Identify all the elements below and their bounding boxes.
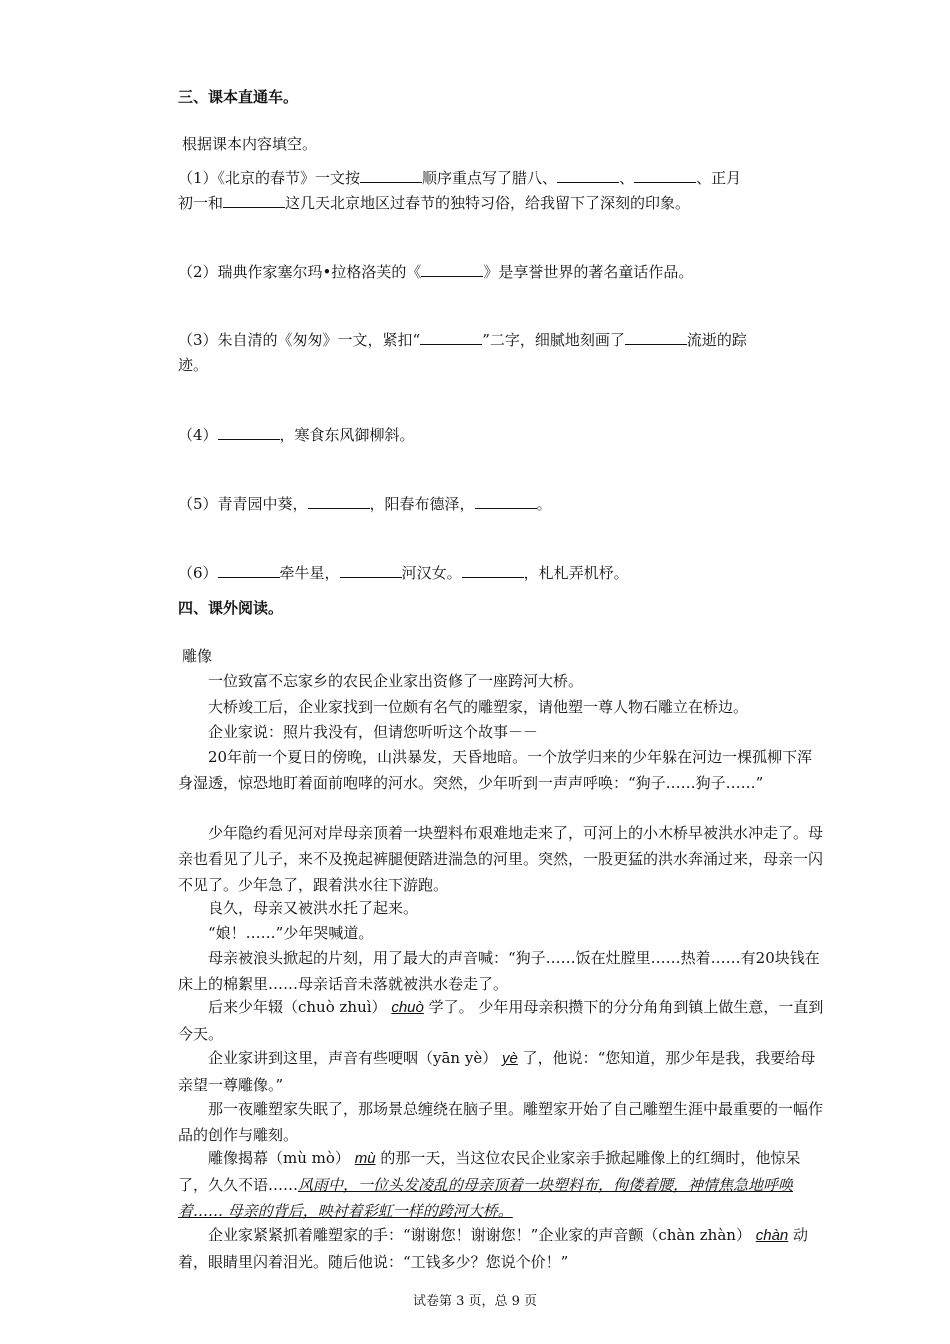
q6-text-d: ，札札弄机杼。: [523, 564, 629, 582]
p12-pinyin-answer: mù: [354, 1150, 376, 1167]
q1-text-e: 初一和: [178, 194, 224, 212]
q5-text-a: （5）青青园中葵，: [178, 495, 308, 513]
question-3-line-2: 迹。: [178, 356, 209, 374]
p13-pinyin-answer: chàn: [755, 1227, 789, 1244]
p10-text-c: 了，他说：“您知道，那少年是我，我要给母亲望一尊雕像。”: [178, 1049, 816, 1094]
q2-text-a: （2）瑞典作家塞尔玛•拉格洛芙的《: [178, 263, 422, 281]
question-1-line-1: [178, 165, 741, 191]
p13-text-c: 动着，眼睛里闪着泪光。随后他说：“工钱多少？您说个价！”: [178, 1226, 809, 1271]
reading-paragraph-13: [178, 1222, 824, 1275]
q3-text-b: ”二字，细腻地刻画了: [482, 331, 625, 349]
q2-text-b: 》是享誉世界的著名童话作品。: [483, 263, 694, 281]
reading-paragraph-12: [178, 1145, 824, 1224]
q1-blank-2[interactable]: [557, 168, 619, 183]
section-4-heading: 四、课外阅读。: [178, 599, 284, 617]
q3-blank-2[interactable]: [625, 330, 687, 345]
q1-text-a: （1）《北京的春节》一文按: [178, 169, 361, 187]
q5-blank-2[interactable]: [475, 494, 537, 509]
reading-paragraph-2: 大桥竣工后，企业家找到一位颇有名气的雕塑家，请他塑一尊人物石雕立在桥边。: [208, 698, 749, 716]
reading-paragraph-5: 少年隐约看见河对岸母亲顶着一块塑料布艰难地走来了，可河上的小木桥早被洪水冲走了。母亲也看见了儿子，来不及挽起裤腿便踏进湍急的河里。突然，一股更猛的洪水奔涌过来，母亲一闪不见了。少年急了，跟着洪水往下游跑。: [178, 824, 824, 894]
q1-text-c: 、: [619, 169, 635, 187]
page-footer: 试卷第 3 页，总 9 页: [412, 1294, 538, 1309]
q1-blank-1[interactable]: [360, 168, 422, 183]
q6-text-a: （6）: [178, 564, 218, 582]
p10-pinyin-answer: yè: [501, 1050, 518, 1067]
reading-paragraph-3: 企业家说：照片我没有，但请您听听这个故事－－: [208, 723, 539, 741]
q3-text-c: 流逝的踪: [686, 331, 747, 349]
question-1-line-2: [178, 190, 690, 216]
q1-text-f: 这几天北京地区过春节的独特习俗，给我留下了深刻的印象。: [285, 194, 691, 212]
p9-text-a: 后来少年辍（chuò zhuì）: [208, 998, 387, 1016]
p12-text-c: 的那一天，当这位农民企业家亲手掀起雕像上的红绸时，他惊呆了，久久不语……: [178, 1149, 801, 1194]
reading-paragraph-4: 20年前一个夏日的傍晚，山洪暴发，天昏地暗。一个放学归来的少年躲在河边一棵孤柳下浑身湿透，惊恐地盯着面前咆哮的河水。突然，少年听到一声声呼唤：“狗子……狗子……”: [178, 748, 813, 792]
q4-text-b: ，寒食东风御柳斜。: [279, 426, 415, 444]
q1-text-d: 、正月: [696, 169, 742, 187]
q4-blank-1[interactable]: [218, 425, 280, 440]
q3-text-a: （3）朱自清的《匆匆》一文，紧扣“: [178, 331, 421, 349]
reading-paragraph-7: “娘！……”少年哭喊道。: [208, 924, 374, 942]
p10-text-a: 企业家讲到这里，声音有些哽咽（yān yè）: [208, 1049, 498, 1067]
q6-blank-2[interactable]: [340, 563, 402, 578]
q3-blank-1[interactable]: [420, 330, 482, 345]
p9-text-c: 学了。 少年用母亲积攒下的分分角角到镇上做生意，一直到今天。: [178, 998, 824, 1043]
reading-paragraph-9: [178, 994, 824, 1047]
reading-paragraph-8: 母亲被浪头掀起的片刻，用了最大的声音喊：“狗子……饭在灶膛里……热着……有20块钱在床上的棉絮里……母亲话音未落就被洪水卷走了。: [178, 949, 820, 993]
q1-blank-3[interactable]: [634, 168, 696, 183]
p13-text-a: 企业家紧紧抓着雕塑家的手：“谢谢您！谢谢您！”企业家的声音颤（chàn zhàn）: [208, 1226, 751, 1244]
q6-text-c: 河汉女。: [401, 564, 462, 582]
p9-pinyin-answer: chuò: [391, 999, 424, 1016]
question-4: [178, 422, 415, 448]
q5-text-b: ，阳春布德泽，: [369, 495, 475, 513]
q4-text-a: （4）: [178, 426, 218, 444]
section-3-instruction: 根据课本内容填空。: [182, 135, 318, 153]
reading-paragraph-6: 良久，母亲又被洪水托了起来。: [208, 899, 419, 917]
q5-text-c: 。: [536, 495, 552, 513]
question-2: [178, 259, 693, 285]
q6-blank-3[interactable]: [462, 563, 524, 578]
p12-text-a: 雕像揭幕（mù mò）: [208, 1149, 350, 1167]
reading-paragraph-10: [178, 1045, 824, 1098]
section-3-heading: 三、课本直通车。: [178, 88, 299, 106]
q1-text-b: 顺序重点写了腊八、: [422, 169, 558, 187]
q6-text-b: 牵牛星，: [279, 564, 340, 582]
q6-blank-1[interactable]: [218, 563, 280, 578]
q1-blank-4[interactable]: [223, 193, 285, 208]
reading-title: 雕像: [182, 647, 213, 665]
question-3-line-1: [178, 327, 747, 353]
reading-paragraph-1: 一位致富不忘家乡的农民企业家出资修了一座跨河大桥。: [208, 672, 584, 690]
q2-blank-1[interactable]: [421, 262, 483, 277]
p12-underlined-passage: 风雨中，一位头发凌乱的母亲顶着一块塑料布，佝偻着腰，神情焦急地呼唤着…… 母亲的背后，映衬着彩虹一样的跨河大桥。: [178, 1176, 794, 1220]
question-5: [178, 491, 552, 517]
question-6: [178, 560, 629, 586]
reading-paragraph-11: 那一夜雕塑家失眠了，那场景总缠绕在脑子里。雕塑家开始了自己雕塑生涯中最重要的一幅作品的创作与雕刻。: [178, 1100, 824, 1144]
q5-blank-1[interactable]: [308, 494, 370, 509]
